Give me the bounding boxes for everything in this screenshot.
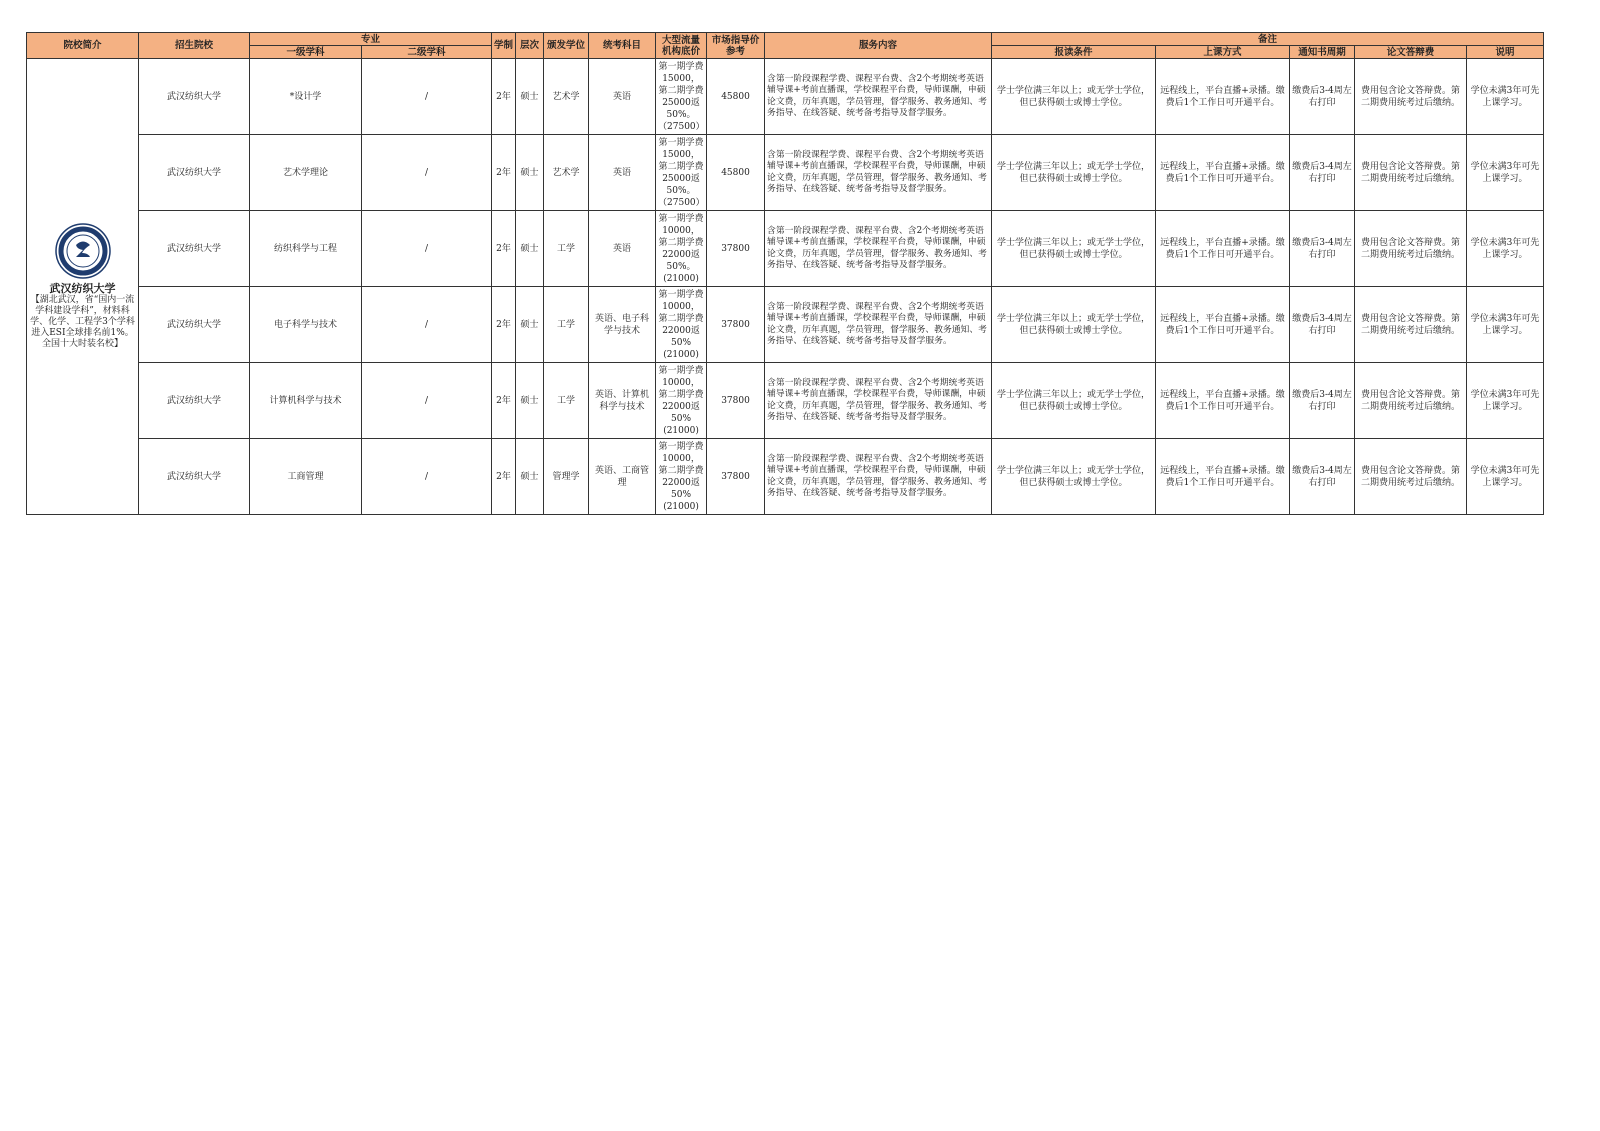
class-mode-cell: 远程线上，平台直播+录播。缴费后1个工作日可开通平台。 [1156, 287, 1290, 363]
service-cell: 含第一阶段课程学费、课程平台费、含2个考期统考英语辅导课+考前直播课，学校课程平台费，导师课酬，申硕论文费，历年真题，学员管理，督学服务、教务通知、考务指导、在线答疑、统考备考指导及督学服务。 [765, 211, 992, 287]
agency-price-cell: 第一期学费10000，第二期学费22000返50%。(21000) [656, 211, 707, 287]
table-row [27, 59, 1544, 135]
service-cell: 含第一阶段课程学费、课程平台费、含2个考期统考英语辅导课+考前直播课，学校课程平台费，导师课酬，申硕论文费，历年真题，学员管理，督学服务、教务通知、考务指导、在线答疑、统考备考指导及督学服务。 [765, 59, 992, 135]
exam-cell: 英语、计算机科学与技术 [589, 363, 656, 439]
notice-period-cell: 缴费后3-4周左右打印 [1290, 439, 1355, 515]
class-mode-cell: 远程线上，平台直播+录播。缴费后1个工作日可开通平台。 [1156, 211, 1290, 287]
table-body [27, 59, 1544, 515]
notice-period-cell: 缴费后3-4周左右打印 [1290, 211, 1355, 287]
header-remarks-group: 备注 [992, 33, 1544, 46]
thesis-fee-cell: 费用包含论文答辩费。第二期费用统考过后缴纳。 [1355, 287, 1467, 363]
level2-cell: / [362, 211, 492, 287]
level-cell: 硕士 [516, 363, 544, 439]
school-cell: 武汉纺织大学 [139, 59, 250, 135]
condition-cell: 学士学位满三年以上；或无学士学位，但已获得硕士或博士学位。 [992, 59, 1156, 135]
explain-cell: 学位未满3年可先上课学习。 [1467, 363, 1544, 439]
class-mode-cell: 远程线上，平台直播+录播。缴费后1个工作日可开通平台。 [1156, 59, 1290, 135]
level2-cell: / [362, 59, 492, 135]
school-cell: 武汉纺织大学 [139, 287, 250, 363]
duration-cell: 2年 [492, 363, 516, 439]
duration-cell: 2年 [492, 287, 516, 363]
market-price-cell: 45800 [707, 135, 765, 211]
market-price-cell: 37800 [707, 211, 765, 287]
duration-cell: 2年 [492, 439, 516, 515]
market-price-cell: 37800 [707, 363, 765, 439]
school-intro-name: 武汉纺织大学 [49, 282, 116, 295]
thesis-fee-cell: 费用包含论文答辩费。第二期费用统考过后缴纳。 [1355, 439, 1467, 515]
notice-period-cell: 缴费后3-4周左右打印 [1290, 135, 1355, 211]
header-level1: 一级学科 [250, 46, 362, 59]
condition-cell: 学士学位满三年以上；或无学士学位，但已获得硕士或博士学位。 [992, 211, 1156, 287]
header-explain: 说明 [1467, 46, 1544, 59]
level1-cell: *设计学 [250, 59, 362, 135]
level2-cell: / [362, 135, 492, 211]
header-level2: 二级学科 [362, 46, 492, 59]
header-condition: 报读条件 [992, 46, 1156, 59]
school-intro-description: 【湖北武汉，省“国内一流学科建设学科”，材料科学、化学、工程学3个学科进入ESI全球排名前1%。全国十大时装名校】 [30, 295, 135, 349]
level1-cell: 艺术学理论 [250, 135, 362, 211]
admissions-table [26, 32, 1544, 515]
condition-cell: 学士学位满三年以上；或无学士学位，但已获得硕士或博士学位。 [992, 135, 1156, 211]
level1-cell: 工商管理 [250, 439, 362, 515]
explain-cell: 学位未满3年可先上课学习。 [1467, 287, 1544, 363]
thesis-fee-cell: 费用包含论文答辩费。第二期费用统考过后缴纳。 [1355, 59, 1467, 135]
agency-price-cell: 第一期学费15000，第二期学费25000返50%。（27500） [656, 59, 707, 135]
market-price-cell: 37800 [707, 439, 765, 515]
level-cell: 硕士 [516, 135, 544, 211]
class-mode-cell: 远程线上，平台直播+录播。缴费后1个工作日可开通平台。 [1156, 363, 1290, 439]
service-cell: 含第一阶段课程学费、课程平台费、含2个考期统考英语辅导课+考前直播课，学校课程平台费，导师课酬，申硕论文费，历年真题，学员管理，督学服务、教务通知、考务指导、在线答疑、统考备考指导及督学服务。 [765, 287, 992, 363]
agency-price-cell: 第一期学费10000，第二期学费22000返50%(21000) [656, 363, 707, 439]
header-service: 服务内容 [765, 33, 992, 59]
header-exam: 统考科目 [589, 33, 656, 59]
degree-cell: 管理学 [544, 439, 589, 515]
degree-cell: 艺术学 [544, 59, 589, 135]
explain-cell: 学位未满3年可先上课学习。 [1467, 211, 1544, 287]
level1-cell: 电子科学与技术 [250, 287, 362, 363]
school-cell: 武汉纺织大学 [139, 363, 250, 439]
level-cell: 硕士 [516, 287, 544, 363]
degree-cell: 工学 [544, 287, 589, 363]
service-cell: 含第一阶段课程学费、课程平台费、含2个考期统考英语辅导课+考前直播课，学校课程平台费，导师课酬，申硕论文费，历年真题，学员管理，督学服务、教务通知、考务指导、在线答疑、统考备考指导及督学服务。 [765, 135, 992, 211]
service-cell: 含第一阶段课程学费、课程平台费、含2个考期统考英语辅导课+考前直播课，学校课程平台费，导师课酬，申硕论文费，历年真题，学员管理，督学服务、教务通知、考务指导、在线答疑、统考备考指导及督学服务。 [765, 363, 992, 439]
header-notice-period: 通知书周期 [1290, 46, 1355, 59]
market-price-cell: 45800 [707, 59, 765, 135]
exam-cell: 英语 [589, 135, 656, 211]
condition-cell: 学士学位满三年以上；或无学士学位，但已获得硕士或博士学位。 [992, 287, 1156, 363]
level2-cell: / [362, 439, 492, 515]
class-mode-cell: 远程线上，平台直播+录播。缴费后1个工作日可开通平台。 [1156, 135, 1290, 211]
header-degree: 颁发学位 [544, 33, 589, 59]
degree-cell: 艺术学 [544, 135, 589, 211]
duration-cell: 2年 [492, 59, 516, 135]
header-school: 招生院校 [139, 33, 250, 59]
level1-cell: 纺织科学与工程 [250, 211, 362, 287]
service-cell: 含第一阶段课程学费、课程平台费、含2个考期统考英语辅导课+考前直播课，学校课程平台费，导师课酬，申硕论文费，历年真题，学员管理，督学服务、教务通知、考务指导、在线答疑、统考备考指导及督学服务。 [765, 439, 992, 515]
school-cell: 武汉纺织大学 [139, 135, 250, 211]
notice-period-cell: 缴费后3-4周左右打印 [1290, 363, 1355, 439]
thesis-fee-cell: 费用包含论文答辩费。第二期费用统考过后缴纳。 [1355, 211, 1467, 287]
level-cell: 硕士 [516, 439, 544, 515]
school-cell: 武汉纺织大学 [139, 211, 250, 287]
degree-cell: 工学 [544, 211, 589, 287]
exam-cell: 英语 [589, 211, 656, 287]
header-major-group: 专业 [250, 33, 492, 46]
agency-price-cell: 第一期学费15000，第二期学费25000返50%。（27500） [656, 135, 707, 211]
header-class-mode: 上课方式 [1156, 46, 1290, 59]
explain-cell: 学位未满3年可先上课学习。 [1467, 59, 1544, 135]
level-cell: 硕士 [516, 59, 544, 135]
header-duration: 学制 [492, 33, 516, 59]
thesis-fee-cell: 费用包含论文答辩费。第二期费用统考过后缴纳。 [1355, 135, 1467, 211]
explain-cell: 学位未满3年可先上课学习。 [1467, 135, 1544, 211]
table-row [27, 135, 1544, 211]
explain-cell: 学位未满3年可先上课学习。 [1467, 439, 1544, 515]
level2-cell: / [362, 363, 492, 439]
agency-price-cell: 第一期学费10000，第二期学费22000返50%(21000) [656, 439, 707, 515]
table-row [27, 211, 1544, 287]
class-mode-cell: 远程线上，平台直播+录播。缴费后1个工作日可开通平台。 [1156, 439, 1290, 515]
duration-cell: 2年 [492, 211, 516, 287]
degree-cell: 工学 [544, 363, 589, 439]
duration-cell: 2年 [492, 135, 516, 211]
school-cell: 武汉纺织大学 [139, 439, 250, 515]
condition-cell: 学士学位满三年以上；或无学士学位，但已获得硕士或博士学位。 [992, 363, 1156, 439]
header-agency-price: 大型流量机构底价 [656, 33, 707, 59]
table-row [27, 363, 1544, 439]
level1-cell: 计算机科学与技术 [250, 363, 362, 439]
header-thesis-fee: 论文答辩费 [1355, 46, 1467, 59]
level2-cell: / [362, 287, 492, 363]
notice-period-cell: 缴费后3-4周左右打印 [1290, 59, 1355, 135]
notice-period-cell: 缴费后3-4周左右打印 [1290, 287, 1355, 363]
header-level: 层次 [516, 33, 544, 59]
table-row [27, 439, 1544, 515]
thesis-fee-cell: 费用包含论文答辩费。第二期费用统考过后缴纳。 [1355, 363, 1467, 439]
condition-cell: 学士学位满三年以上；或无学士学位，但已获得硕士或博士学位。 [992, 439, 1156, 515]
header-market-price: 市场指导价参考 [707, 33, 765, 59]
exam-cell: 英语、电子科学与技术 [589, 287, 656, 363]
level-cell: 硕士 [516, 211, 544, 287]
agency-price-cell: 第一期学费10000，第二期学费22000返50%(21000) [656, 287, 707, 363]
market-price-cell: 37800 [707, 287, 765, 363]
school-intro-cell [27, 59, 139, 515]
exam-cell: 英语、工商管理 [589, 439, 656, 515]
table-row [27, 287, 1544, 363]
header-intro: 院校简介 [27, 33, 139, 59]
header-row-top [27, 33, 1544, 46]
university-seal-icon [55, 223, 111, 279]
exam-cell: 英语 [589, 59, 656, 135]
